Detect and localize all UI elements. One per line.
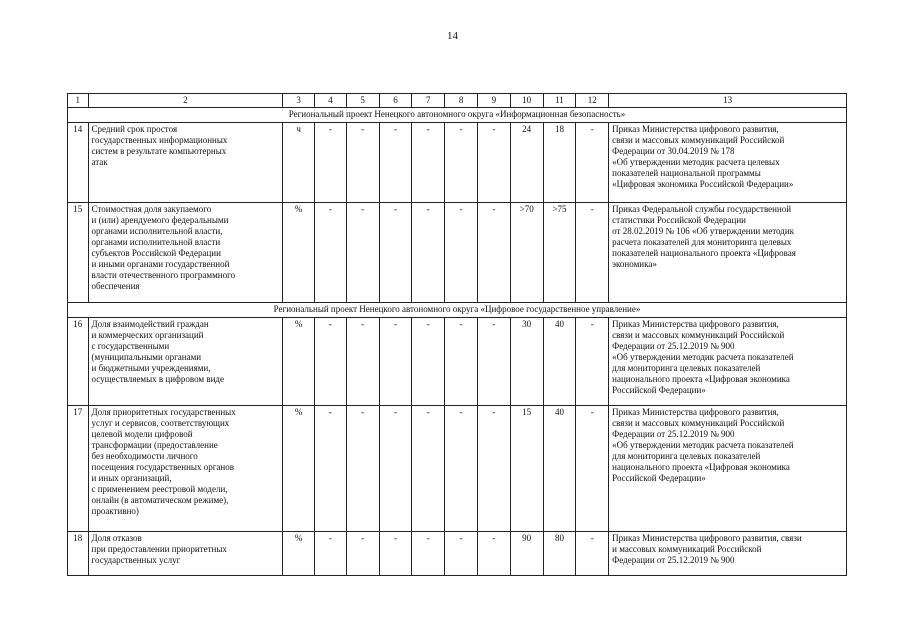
value-cell: - [477,318,510,406]
value-cell: 90 [510,532,543,576]
value-cell: >75 [543,203,576,303]
table-row [68,406,847,532]
value-cell: - [315,203,347,303]
source-document: Приказ Федеральной службы государственной статистики Российской Федерации от 28.02.2019 № 106 «Об утверждении методик расчета показателей для мониторинга целевых показателей национального проекта «Цифровая экономика» [609,203,847,303]
value-cell: - [412,123,445,203]
value-cell: - [477,532,510,576]
header-cell: 1 [68,94,89,108]
header-cell: 3 [283,94,315,108]
value-cell: - [445,318,478,406]
value-cell: - [346,532,379,576]
table-row [68,203,847,303]
value-cell: - [576,203,609,303]
header-cell: 7 [412,94,445,108]
unit-cell: ч [283,123,315,203]
value-cell: - [346,203,379,303]
value-cell: - [412,406,445,532]
value-cell: - [477,203,510,303]
section-title: Региональный проект Ненецкого автономного округа «Информационная безопасность» [68,108,847,123]
value-cell: 24 [510,123,543,203]
header-cell: 10 [510,94,543,108]
indicator-name: Доля приоритетных государственных услуг и сервисов, соответствующих целевой модели цифровой трансформации (предоставление без необходимости личного посещения государственных органов и иных организаций, с применением реестровой модели, онлайн (в автоматическом режиме), проактивно) [88,406,283,532]
unit-cell: % [283,406,315,532]
value-cell: 40 [543,406,576,532]
value-cell: 40 [543,318,576,406]
value-cell: - [412,203,445,303]
value-cell: - [412,318,445,406]
row-number: 16 [68,318,89,406]
value-cell: - [576,532,609,576]
header-cell: 11 [543,94,576,108]
row-number: 15 [68,203,89,303]
row-number: 14 [68,123,89,203]
value-cell: >70 [510,203,543,303]
section-title-row [68,108,847,123]
value-cell: - [346,318,379,406]
section-title: Региональный проект Ненецкого автономного округа «Цифровое государственное управление» [68,303,847,318]
table-row [68,532,847,576]
value-cell: 18 [543,123,576,203]
indicator-name: Стоимостная доля закупаемого и (или) арендуемого федеральными органами исполнительной власти, органами исполнительной власти субъектов Российской Федерации и иными органами государственной власти отечественного программного обеспечения [88,203,283,303]
header-cell: 9 [477,94,510,108]
header-row [68,94,847,108]
header-cell: 4 [315,94,347,108]
value-cell: - [379,318,412,406]
value-cell: - [445,123,478,203]
value-cell: - [477,123,510,203]
value-cell: 15 [510,406,543,532]
source-document: Приказ Министерства цифрового развития, связи и массовых коммуникаций Российской Федерации от 30.04.2019 № 178 «Об утверждении методик расчета целевых показателей национальной программы «Цифровая экономика Российской Федерации» [609,123,847,203]
header-cell: 8 [445,94,478,108]
header-cell: 13 [609,94,847,108]
value-cell: - [576,123,609,203]
value-cell: 80 [543,532,576,576]
table-row [68,318,847,406]
row-number: 17 [68,406,89,532]
value-cell: - [315,406,347,532]
value-cell: - [379,406,412,532]
source-document: Приказ Министерства цифрового развития, связи и массовых коммуникаций Российской Федерации от 25.12.2019 № 900 «Об утверждении методик расчета показателей для мониторинга целевых показателей национального проекта «Цифровая экономика Российской Федерации» [609,318,847,406]
header-cell: 5 [346,94,379,108]
value-cell: 30 [510,318,543,406]
unit-cell: % [283,318,315,406]
value-cell: - [412,532,445,576]
value-cell: - [315,532,347,576]
unit-cell: % [283,532,315,576]
value-cell: - [379,532,412,576]
section-title-row [68,303,847,318]
row-number: 18 [68,532,89,576]
value-cell: - [379,123,412,203]
value-cell: - [576,318,609,406]
indicator-name: Средний срок простоя государственных информационных систем в результате компьютерных атак [88,123,283,203]
header-cell: 6 [379,94,412,108]
indicator-name: Доля взаимодействий граждан и коммерческих организаций с государственными (муниципальными органами и бюджетными учреждениями, осуществляемых в цифровом виде [88,318,283,406]
value-cell: - [379,203,412,303]
value-cell: - [315,123,347,203]
value-cell: - [477,406,510,532]
page-number: 14 [447,30,458,42]
value-cell: - [445,203,478,303]
indicator-name: Доля отказов при предоставлении приоритетных государственных услуг [88,532,283,576]
header-cell: 2 [88,94,283,108]
table-row [68,123,847,203]
header-cell: 12 [576,94,609,108]
unit-cell: % [283,203,315,303]
value-cell: - [315,318,347,406]
source-document: Приказ Министерства цифрового развития, связи и массовых коммуникаций Российской Федерации от 25.12.2019 № 900 [609,532,847,576]
indicators-table [67,93,847,576]
value-cell: - [346,123,379,203]
value-cell: - [445,406,478,532]
value-cell: - [445,532,478,576]
source-document: Приказ Министерства цифрового развития, связи и массовых коммуникаций Российской Федерации от 25.12.2019 № 900 «Об утверждении методик расчета показателей для мониторинга целевых показателей национального проекта «Цифровая экономика Российской Федерации» [609,406,847,532]
value-cell: - [576,406,609,532]
value-cell: - [346,406,379,532]
